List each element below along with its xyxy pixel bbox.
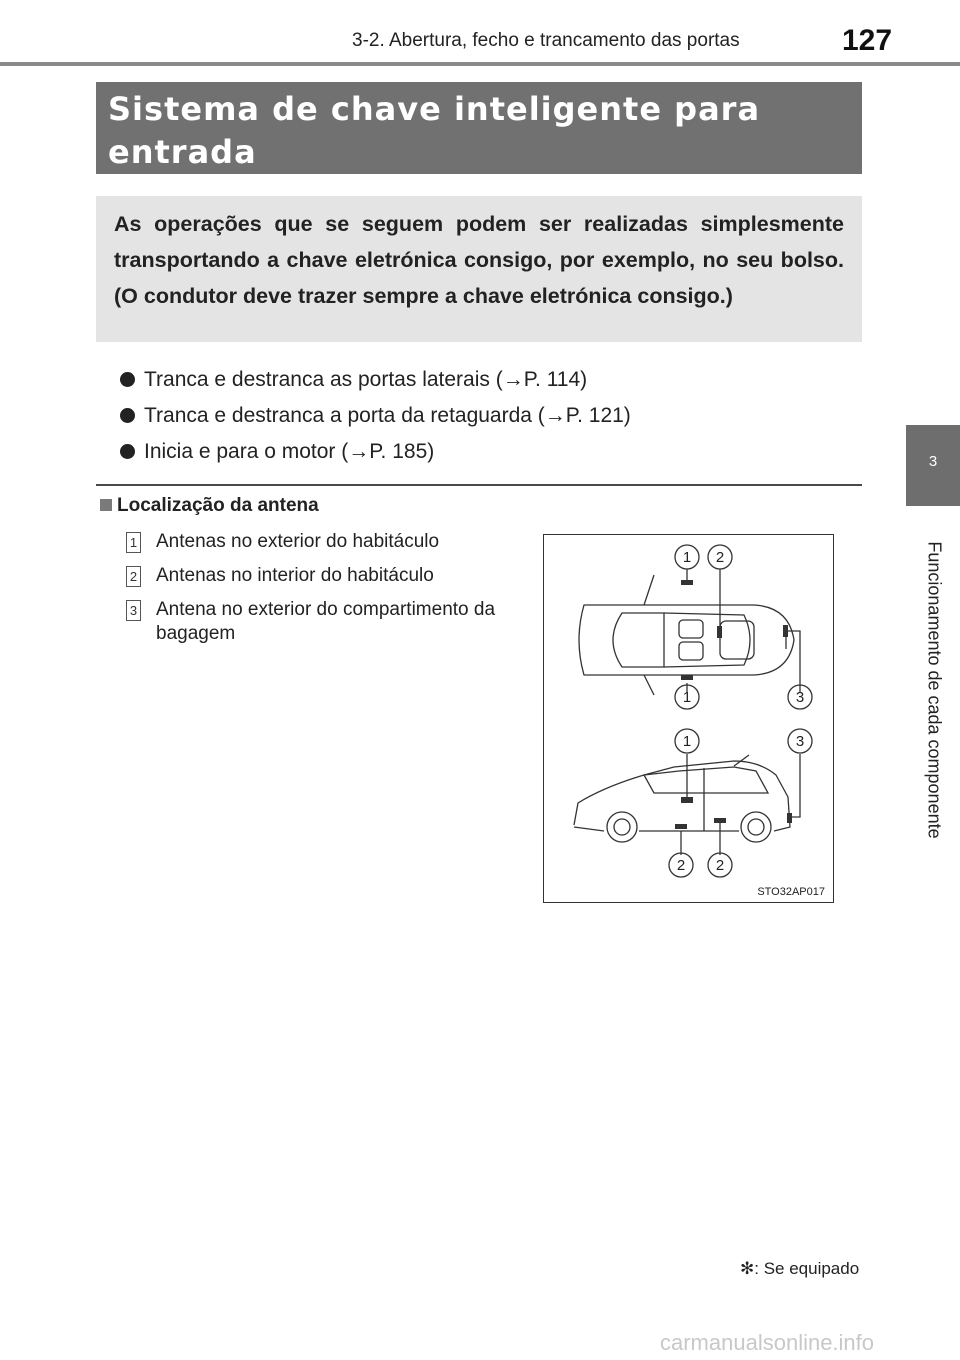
antenna-marker (717, 626, 722, 638)
callout-label: 3 (795, 689, 805, 706)
callout-label: 2 (715, 549, 725, 566)
antenna-marker (681, 797, 693, 803)
section-divider (96, 484, 862, 486)
intro-text: As operações que se seguem podem ser realizadas simplesmente transportando a chave eletrónica consigo, por exemplo, no seu bolso. (O condutor deve trazer sempre a chave eletrónica consigo.) (96, 196, 862, 342)
car-top-body (579, 605, 794, 675)
callout-label: 3 (795, 733, 805, 750)
square-bullet-icon (100, 499, 112, 511)
bullet-icon (120, 372, 135, 387)
watermark: carmanualsonline.info (660, 1330, 875, 1355)
list-item: Tranca e destranca a porta da retaguarda (→P. 121) (120, 398, 631, 434)
callout-label: 2 (715, 857, 725, 874)
page-number: 127 (842, 24, 893, 57)
page-title (96, 82, 862, 174)
chapter-tab (906, 425, 960, 506)
header-rule (0, 62, 960, 66)
page-title-line1: Sistema de chave inteligente para entrada (108, 90, 761, 171)
bullet-icon (120, 444, 135, 459)
chapter-tab-number: 3 (928, 453, 938, 470)
footnote: ✻: Se equipado (740, 1259, 860, 1278)
antenna-marker (783, 625, 788, 637)
callout-label: 1 (682, 689, 692, 706)
car-side-body (574, 761, 790, 831)
list-item: Inicia e para o motor (→P. 185) (120, 434, 631, 470)
section-heading: Localização da antena (100, 495, 319, 517)
list-item: 1 Antenas no exterior do habitáculo (126, 530, 526, 554)
callout-label: 2 (676, 857, 686, 874)
callout-label: 1 (682, 549, 692, 566)
antenna-marker (787, 813, 792, 823)
feature-list (120, 362, 631, 470)
chapter-label: Funcionamento de cada componente (924, 541, 945, 839)
item-number: 2 (126, 566, 141, 587)
antenna-list (126, 530, 526, 656)
antenna-location-figure (543, 534, 834, 903)
car-diagram (544, 535, 832, 901)
header-section-title: 3-2. Abertura, fecho e trancamento das portas (352, 30, 740, 51)
antenna-marker (681, 675, 693, 680)
bullet-icon (120, 408, 135, 423)
item-number: 1 (126, 532, 141, 553)
item-number: 3 (126, 600, 141, 621)
list-item: 2 Antenas no interior do habitáculo (126, 564, 526, 588)
callout-label: 1 (682, 733, 692, 750)
list-item: 3 Antena no exterior do compartimento da bagagem (126, 598, 526, 646)
list-item: Tranca e destranca as portas laterais (→P. 114) (120, 362, 631, 398)
antenna-marker (681, 580, 693, 585)
antenna-marker (675, 824, 687, 829)
antenna-marker (714, 818, 726, 823)
figure-code: STO32AP017 (757, 886, 825, 898)
